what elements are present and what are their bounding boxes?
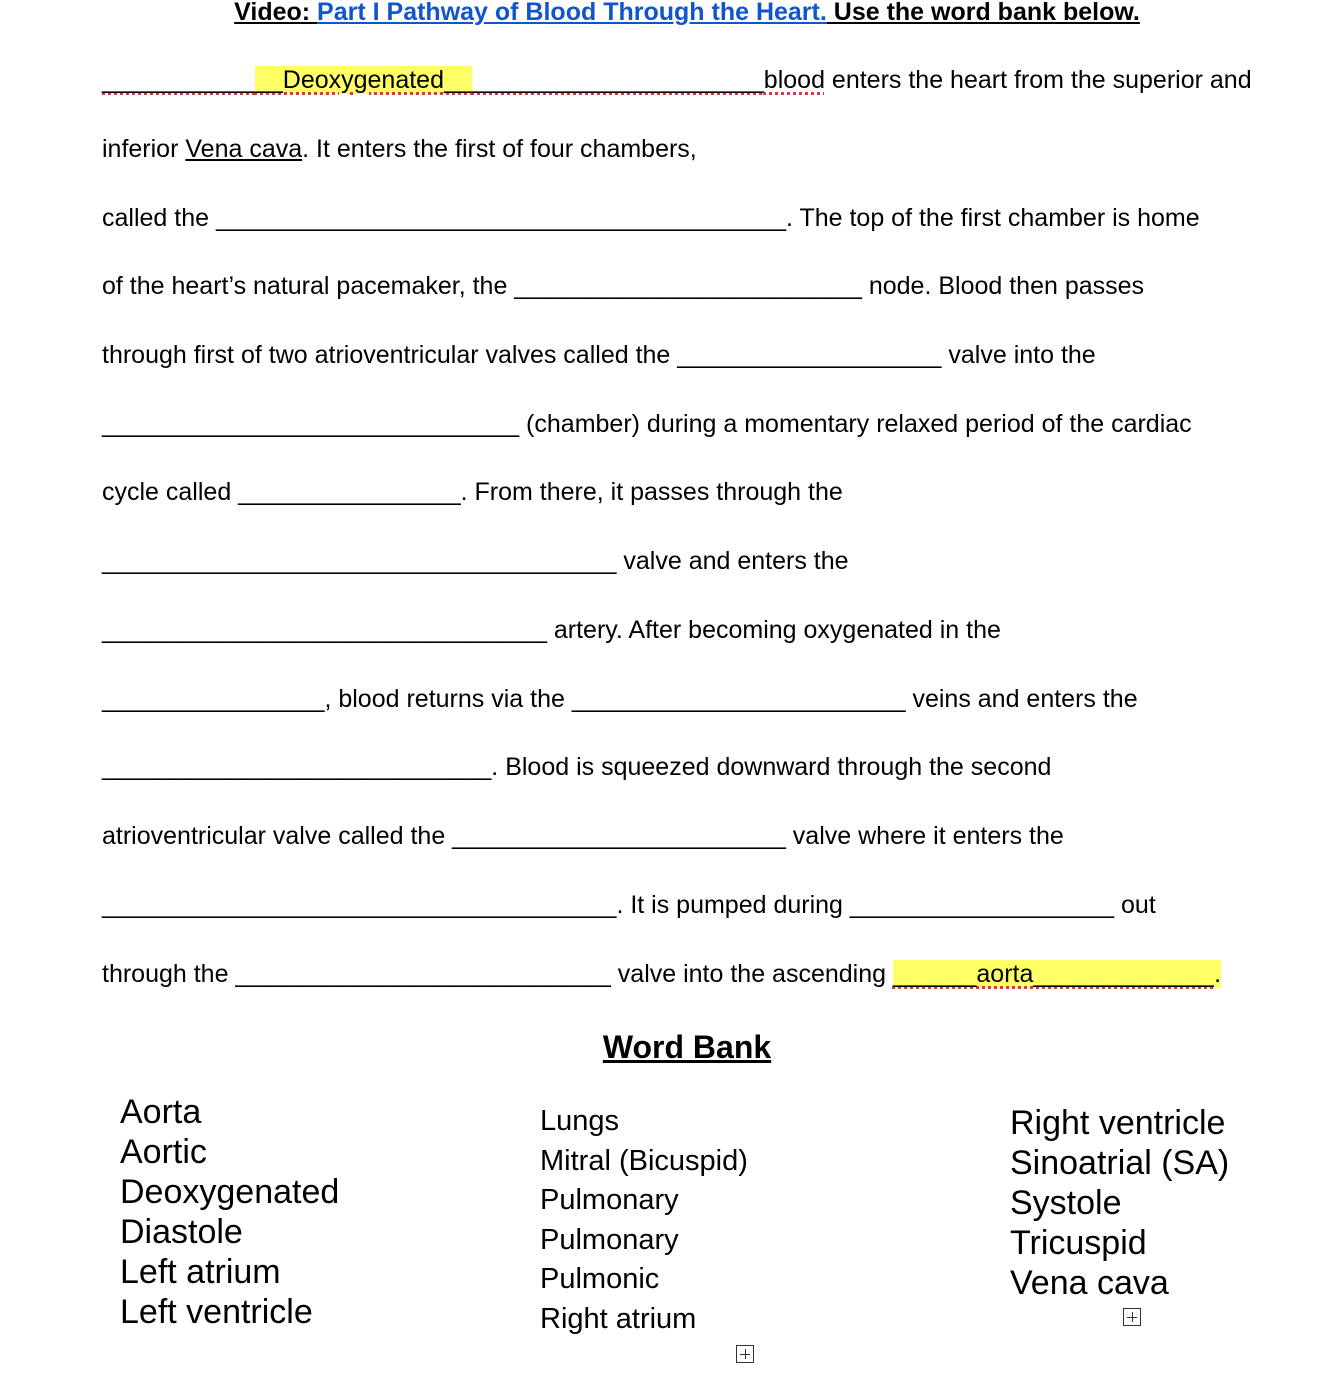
line-text: through the ___________________________ valve into the ascending — [102, 960, 893, 988]
blank-segment: _____________________ — [471, 66, 764, 94]
expand-column-2-icon[interactable] — [736, 1345, 754, 1363]
worksheet-line-8: _____________________________________ valve and enters the — [102, 547, 849, 575]
worksheet-line-2 — [102, 134, 697, 164]
worksheet-line-9: ________________________________ artery. After becoming oxygenated in the — [102, 616, 1001, 644]
expand-column-3-icon[interactable] — [1123, 1308, 1141, 1326]
line-text: . — [1214, 960, 1222, 988]
title-prefix: Video: — [234, 0, 318, 26]
worksheet-line-5: through first of two atrioventricular valves called the ___________________ valve into the — [102, 341, 1096, 369]
blank-segment: ___________ — [102, 66, 255, 94]
word-bank-item: Aorta — [120, 1093, 202, 1131]
word-bank-item: Pulmonary — [540, 1223, 679, 1256]
worksheet-line-10: ________________, blood returns via the ________________________ veins and enters the — [102, 685, 1138, 713]
word-bank-item: Right ventricle — [1010, 1104, 1226, 1142]
spellcheck-word: blood — [763, 66, 825, 94]
word-bank-item: Deoxygenated — [120, 1173, 340, 1211]
line-text: . It enters the first of four chambers, — [302, 135, 697, 163]
title-suffix: Use the word bank below. — [826, 0, 1140, 26]
document-title — [0, 0, 1324, 24]
word-bank-item: Vena cava — [1010, 1264, 1169, 1302]
word-bank-item: Left atrium — [120, 1253, 281, 1291]
word-bank-item: Tricuspid — [1010, 1224, 1147, 1262]
word-bank-column-2 — [540, 1102, 748, 1340]
word-bank-item: Aortic — [120, 1133, 207, 1171]
word-bank-column-1 — [120, 1092, 339, 1332]
word-bank-column-3 — [1010, 1103, 1229, 1303]
word-bank-item: Lungs — [540, 1105, 620, 1137]
worksheet-line-12: atrioventricular valve called the ________________________ valve where it enters the — [102, 822, 1064, 850]
line-text: enters the heart from the superior and — [824, 66, 1252, 94]
video-link[interactable]: Part I Pathway of Blood Through the Heart. — [317, 0, 827, 26]
highlighted-answer-deoxygenated[interactable]: __Deoxygenated__ — [254, 66, 472, 94]
worksheet-line-1 — [102, 65, 1252, 95]
word-bank-item: Mitral (Bicuspid) — [540, 1144, 748, 1177]
word-bank-item: Right atrium — [540, 1302, 697, 1335]
word-bank-item: Systole — [1010, 1184, 1122, 1222]
worksheet-line-14 — [102, 959, 1221, 989]
worksheet-line-4: of the heart’s natural pacemaker, the _________________________ node. Blood then passes — [102, 272, 1145, 300]
worksheet-line-11: ____________________________. Blood is squeezed downward through the second — [102, 753, 1052, 781]
word-bank-item: Left ventricle — [120, 1293, 313, 1331]
word-bank-item: Pulmonic — [540, 1263, 660, 1296]
highlighted-answer-aorta[interactable]: ______aorta_____________ — [892, 960, 1215, 988]
worksheet-line-13: _____________________________________. It is pumped during ___________________ out — [102, 891, 1156, 919]
word-bank-title: Word Bank — [602, 1029, 772, 1065]
worksheet-line-3: called the _________________________________________. The top of the first chamber is home — [102, 204, 1200, 232]
word-bank-item: Sinoatrial (SA) — [1010, 1144, 1230, 1182]
vena-cava-term: Vena cava — [185, 135, 303, 163]
line-text: inferior — [102, 135, 186, 163]
worksheet-line-7: cycle called ________________. From there, it passes through the — [102, 478, 843, 506]
word-bank-item: Diastole — [120, 1213, 243, 1251]
worksheet-line-6: ______________________________ (chamber) during a momentary relaxed period of the cardiac — [102, 410, 1192, 438]
word-bank-item: Pulmonary — [540, 1184, 679, 1217]
